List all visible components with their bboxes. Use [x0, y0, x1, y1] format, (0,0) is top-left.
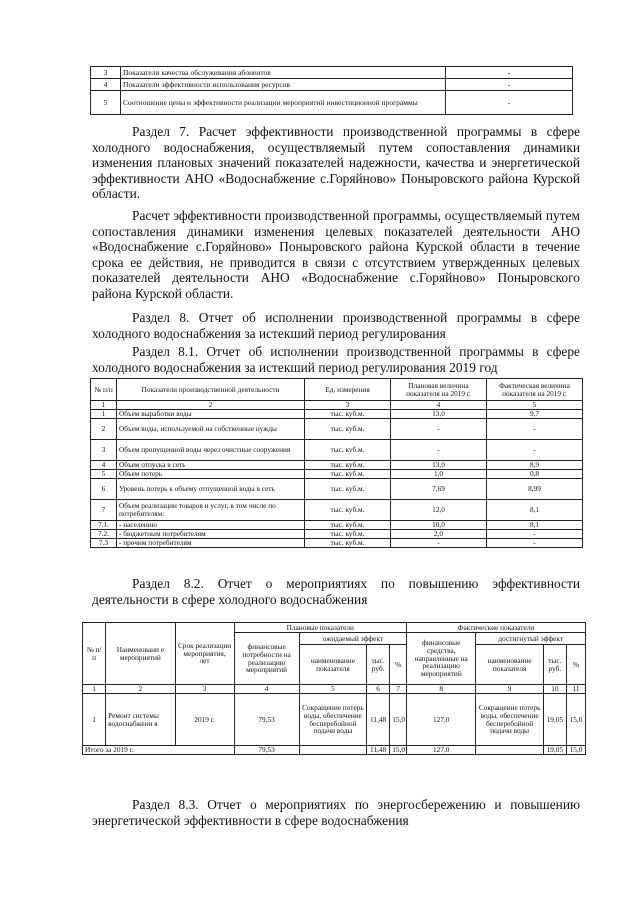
header-plan-effect-name: наименование показателя: [299, 645, 366, 685]
total-fact-effect-rub: 19,05: [543, 746, 566, 755]
fact-value: -: [487, 530, 583, 539]
header-num: № п/ п: [83, 623, 106, 685]
index-cell: 11: [566, 685, 585, 694]
indicator-name: Объем выработки воды: [117, 410, 305, 419]
efficiency-measures-table: [82, 622, 586, 755]
header-num: № п/п: [91, 379, 117, 401]
header-indicator: Показатели производственной деятельности: [117, 379, 305, 401]
total-fact-effect-pct: 15,0: [566, 746, 585, 755]
plan-effect-name: Сокращение потерь воды, обеспечение бесперебойной подачи воды: [299, 694, 366, 746]
total-plan-fin: 79,53: [234, 746, 299, 755]
index-cell: 5: [299, 685, 366, 694]
header-unit: Ед. измерения: [305, 379, 391, 401]
header-fact-fin: финансовые средства, направленные на реализацию мероприятий: [407, 633, 476, 685]
header-fact: Фактическая величина показателя на 2019 г.: [487, 379, 583, 401]
total-label: Итого за 2019 г.: [83, 746, 235, 755]
header-fact-effect-pct: %: [566, 645, 585, 685]
unit-cell: тыс. куб.м.: [305, 419, 391, 440]
indicator-name: Объем пропущенной воды через очистные сооружения: [117, 440, 305, 461]
unit-cell: тыс. куб.м.: [305, 410, 391, 419]
plan-value: -: [391, 440, 487, 461]
row-number: 4: [91, 461, 117, 470]
fact-effect-name: Сокращение потерь воды, обеспечение бесперебойной подачи воды: [476, 694, 543, 746]
index-cell: 3: [305, 401, 391, 410]
unit-cell: тыс. куб.м.: [305, 440, 391, 461]
indicator-value: -: [446, 67, 573, 79]
table-row: [91, 91, 573, 115]
indicator-name: - прочим потребителям: [117, 539, 305, 548]
header-plan-effect: ожидаемый эффект: [299, 633, 406, 645]
table-row: [91, 530, 583, 539]
section-8-2-heading: Раздел 8.2. Отчет о мероприятиях по повышению эффективности деятельности в сфере холодного водоснабжения: [92, 576, 580, 607]
row-number: 3: [91, 440, 117, 461]
header-plan-effect-pct: %: [390, 645, 407, 685]
measure-name: Ремонт системы водоснабжени я: [106, 694, 175, 746]
table-row: [91, 470, 583, 479]
index-cell: 2: [117, 401, 305, 410]
table-row: [91, 539, 583, 548]
header-name: Наименовани е мероприятий: [106, 623, 175, 685]
indicator-name: Уровень потерь к объему отпущенной воды в сеть: [117, 479, 305, 500]
section-7-paragraph-1: Раздел 7. Расчет эффективности производственной программы в сфере холодного водоснабжения, осуществляемый путем сопоставления динамики изменения плановых значений показателей надежности, качества и энергетической эффективности АНО «Водоснабжение с.Горяйново» Поныровского района Курской области.: [92, 124, 580, 202]
index-cell: 4: [234, 685, 299, 694]
row-number: 5: [91, 470, 117, 479]
indicator-name: Показатели эффективности использования ресурсов: [121, 79, 446, 91]
fact-value: 8,1: [487, 521, 583, 530]
table-header-row: [83, 623, 586, 633]
plan-value: 2,0: [391, 530, 487, 539]
production-program-table: [90, 378, 583, 548]
indicator-name: Объем отпуска в сеть: [117, 461, 305, 470]
fact-value: -: [487, 419, 583, 440]
row-number: 2: [91, 419, 117, 440]
plan-value: -: [391, 539, 487, 548]
index-cell: 5: [487, 401, 583, 410]
total-plan-effect-rub: 11,48: [367, 746, 390, 755]
index-cell: 10: [543, 685, 566, 694]
fact-value: 8,1: [487, 500, 583, 521]
table-index-row: [91, 401, 583, 410]
table-index-row: [83, 685, 586, 694]
index-cell: 1: [91, 401, 117, 410]
fact-value: -: [487, 539, 583, 548]
plan-value: 7,69: [391, 479, 487, 500]
unit-cell: тыс. куб.м.: [305, 539, 391, 548]
index-cell: 8: [407, 685, 476, 694]
table-row: [91, 410, 583, 419]
fact-value: 8,9: [487, 461, 583, 470]
header-plan-effect-rub: тыс. руб.: [367, 645, 390, 685]
index-cell: 9: [476, 685, 543, 694]
table-row: [91, 521, 583, 530]
row-number: 1: [91, 410, 117, 419]
total-fact-fin: 127,0: [407, 746, 476, 755]
indicator-name: Показатели качества обслуживания абонентов: [121, 67, 446, 79]
section-8-heading: Раздел 8. Отчет об исполнении производственной программы в сфере холодного водоснабжения за истекший период регулирования: [92, 310, 580, 341]
plan-effect-pct: 15,0: [390, 694, 407, 746]
plan-value: -: [391, 419, 487, 440]
indicator-value: -: [446, 91, 573, 115]
fact-value: 0,8: [487, 470, 583, 479]
header-plan-group: Плановые показатели: [234, 623, 407, 633]
row-number: 3: [91, 67, 121, 79]
table-row: [83, 694, 586, 746]
indicator-name: - бюджетным потребителям: [117, 530, 305, 539]
fact-value: -: [487, 440, 583, 461]
row-number: 6: [91, 479, 117, 500]
indicators-table-continuation: [90, 66, 573, 115]
header-fact-effect-rub: тыс. руб.: [543, 645, 566, 685]
indicator-name: Объем потерь: [117, 470, 305, 479]
total-plan-effect-pct: 15,0: [390, 746, 407, 755]
unit-cell: тыс. куб.м.: [305, 461, 391, 470]
indicator-name: Соотношение цены и эффективности реализации мероприятий инвестиционной программы: [121, 91, 446, 115]
row-number: 4: [91, 79, 121, 91]
plan-value: 13,0: [391, 410, 487, 419]
indicator-name: Объем воды, используемой на собственные нужды: [117, 419, 305, 440]
unit-cell: тыс. куб.м.: [305, 530, 391, 539]
table-row: [91, 419, 583, 440]
fact-value: 9,7: [487, 410, 583, 419]
measure-term: 2019 г.: [175, 694, 234, 746]
table-row: [91, 67, 573, 79]
row-number: 7.1.: [91, 521, 117, 530]
unit-cell: тыс. куб.м.: [305, 479, 391, 500]
index-cell: 7: [390, 685, 407, 694]
table-header-row: [91, 379, 583, 401]
plan-value: 13,0: [391, 461, 487, 470]
plan-value: 10,0: [391, 521, 487, 530]
table-row: [91, 479, 583, 500]
unit-cell: тыс. куб.м.: [305, 500, 391, 521]
fact-effect-pct: 15,0: [566, 694, 585, 746]
header-plan-fin: финансовые потребности на реализацию мероприятий: [234, 633, 299, 685]
section-8-1-heading: Раздел 8.1. Отчет об исполнении производственной программы в сфере холодного водоснабжения за истекший период регулирования 2019 год: [92, 344, 580, 375]
index-cell: 1: [83, 685, 106, 694]
row-number: 7.3: [91, 539, 117, 548]
plan-value: 12,0: [391, 500, 487, 521]
plan-fin-value: 79,53: [234, 694, 299, 746]
table-row: [91, 461, 583, 470]
unit-cell: тыс. куб.м.: [305, 470, 391, 479]
index-cell: 3: [175, 685, 234, 694]
plan-value: 1,0: [391, 470, 487, 479]
fact-fin-value: 127,0: [407, 694, 476, 746]
row-number: 5: [91, 91, 121, 115]
row-number: 7: [91, 500, 117, 521]
index-cell: 2: [106, 685, 175, 694]
index-cell: 6: [367, 685, 390, 694]
section-8-3-heading: Раздел 8.3. Отчет о мероприятиях по энергосбережению и повышению энергетической эффективности в сфере водоснабжения: [92, 797, 580, 828]
header-term: Срок реализации мероприятия, лет: [175, 623, 234, 685]
table-row: [91, 79, 573, 91]
header-fact-effect: достигнутый эффект: [476, 633, 586, 645]
section-7-paragraph-2: Расчет эффективности производственной программы, осуществляемый путем сопоставления динамики изменения целевых показателей деятельности АНО «Водоснабжение с.Горяйново» Поныровского района Курской области в течение срока ее действия, не приводится в связи с отсутствием утвержденных целевых показателей деятельности АНО «Водоснабжение с.Горяйново» Поныровского района Курской области.: [92, 208, 580, 301]
indicator-value: -: [446, 79, 573, 91]
indicator-name: - населению: [117, 521, 305, 530]
fact-value: 8,99: [487, 479, 583, 500]
total-empty-cell: [299, 746, 366, 755]
row-number: 1: [83, 694, 106, 746]
row-number: 7.2.: [91, 530, 117, 539]
fact-effect-rub: 19,05: [543, 694, 566, 746]
unit-cell: тыс. куб.м.: [305, 521, 391, 530]
plan-effect-rub: 11,48: [367, 694, 390, 746]
table-row: [91, 440, 583, 461]
header-fact-group: Фактические показатели: [407, 623, 586, 633]
indicator-name: Объем реализации товаров и услуг, в том числе по потребителям:: [117, 500, 305, 521]
index-cell: 4: [391, 401, 487, 410]
header-plan: Плановая величина показателя на 2019 г.: [391, 379, 487, 401]
total-empty-cell: [476, 746, 543, 755]
header-fact-effect-name: наименование показателя: [476, 645, 543, 685]
table-total-row: [83, 746, 586, 755]
table-row: [91, 500, 583, 521]
